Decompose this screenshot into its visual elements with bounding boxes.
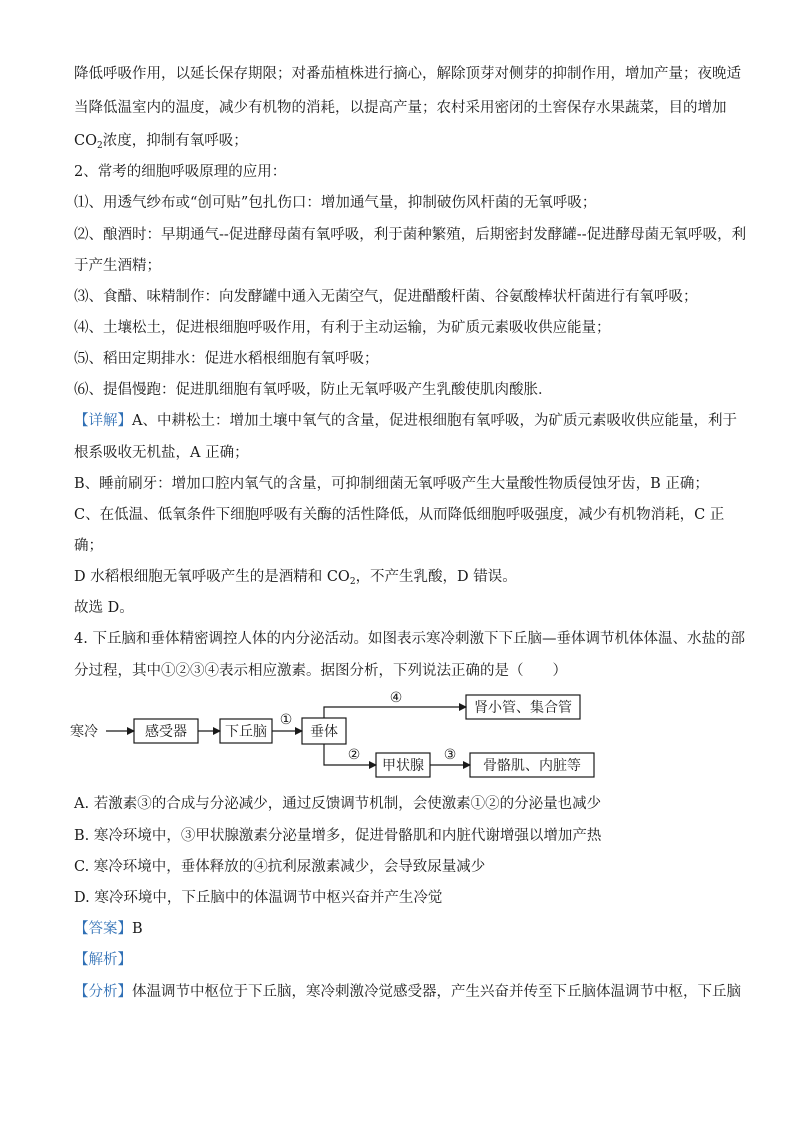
thyroid-label: 甲状腺 [382, 758, 424, 774]
option-b: B. 寒冷环境中，③甲状腺激素分泌量增多，促进骨骼肌和内脏代谢增强以增加产热 [74, 828, 602, 844]
fenxi-line: 【分析】体温调节中枢位于下丘脑，寒冷刺激冷觉感受器，产生兴奋并传至下丘脑体温调节中枢，下丘脑 [74, 984, 741, 1000]
cold-label: 寒冷 [70, 724, 98, 740]
receptor-label: 感受器 [145, 724, 187, 740]
text-line: 当降低温室内的温度，减少有机物的消耗，以提高产量；农村采用密闭的土窖保存水果蔬菜，目的增加 [74, 100, 727, 116]
marker-3: ③ [443, 747, 457, 763]
pituitary-label: 垂体 [310, 724, 338, 740]
marker-1: ① [279, 712, 293, 728]
list-item: ⑷、土壤松土，促进根细胞呼吸作用，有利于主动运输，为矿质元素吸收供应能量； [74, 320, 611, 336]
fenxi-tag: 【分析】 [74, 984, 132, 1000]
list-item: ⑶、食醋、味精制作：向发酵罐中通入无菌空气，促进醋酸杆菌、谷氨酸棒状杆菌进行有氧呼吸； [74, 289, 698, 305]
detail-line: 【详解】A、中耕松土：增加土壤中氧气的含量，促进根细胞有氧呼吸，为矿质元素吸收供应能量，利于 [74, 413, 737, 429]
detail-line: C、在低温、低氧条件下细胞呼吸有关酶的活性降低，从而降低细胞呼吸强度，减少有机物消耗，C 正 [74, 507, 725, 523]
list-item: ⑸、稻田定期排水：促进水稻根细胞有氧呼吸； [74, 351, 379, 367]
answer-tag: 【答案】 [74, 921, 132, 937]
option-d: D. 寒冷环境中，下丘脑中的体温调节中枢兴奋并产生冷觉 [74, 890, 443, 906]
choose-line: 故选 D。 [74, 600, 134, 616]
text-line: 降低呼吸作用，以延长保存期限；对番茄植株进行摘心，解除顶芽对侧芽的抑制作用，增加产量；夜晚适 [74, 66, 741, 82]
list-item: ⑴、用透气纱布或“创可贴”包扎伤口：增加通气量，抑制破伤风杆菌的无氧呼吸； [74, 195, 597, 211]
section-heading: 2、常考的细胞呼吸原理的应用： [74, 164, 287, 180]
question-stem: 分过程，其中①②③④表示相应激素。据图分析，下列说法正确的是（ ） [74, 663, 567, 679]
detail-line: B、睡前刷牙：增加口腔内氧气的含量，可抑制细菌无氧呼吸产生大量酸性物质侵蚀牙齿，B 正确； [74, 476, 709, 492]
kidney-label: 肾小管、集合管 [474, 700, 572, 716]
marker-4: ④ [389, 690, 403, 706]
marker-2: ② [347, 747, 361, 763]
arrow-pituitary-kidney [324, 707, 466, 718]
detail-tag: 【详解】 [74, 413, 132, 429]
option-c: C. 寒冷环境中，垂体释放的④抗利尿激素减少，会导致尿量减少 [74, 859, 486, 875]
analysis-heading: 【解析】 [74, 952, 132, 968]
detail-line: 根系吸收无机盐，A 正确； [74, 445, 249, 461]
answer-value: B [132, 921, 143, 937]
answer-line [74, 919, 143, 939]
hypothalamus-label: 下丘脑 [225, 724, 267, 740]
question-stem: 4. 下丘脑和垂体精密调控人体的内分泌活动。如图表示寒冷刺激下下丘脑—垂体调节机体体温、水盐的部 [74, 631, 745, 647]
detail-line: 确； [74, 538, 103, 554]
list-item: 于产生酒精； [74, 258, 161, 274]
list-item: ⑵、酿酒时：早期通气--促进酵母菌有氧呼吸，利于菌种繁殖，后期密封发酵罐--促进酵母菌无氧呼吸，利 [74, 227, 747, 243]
text-line: $CO_2$浓度，抑制有氧呼吸； [74, 133, 248, 151]
option-a: A. 若激素③的合成与分泌减少，通过反馈调节机制，会使激素①②的分泌量也减少 [74, 796, 602, 812]
list-item: ⑹、提倡慢跑：促进肌细胞有氧呼吸，防止无氧呼吸产生乳酸使肌肉酸胀． [74, 382, 553, 398]
regulation-diagram [66, 686, 606, 786]
detail-line: D 水稻根细胞无氧呼吸产生的是酒精和 $CO_2$，不产生乳酸，D 错误。 [74, 569, 517, 587]
muscle-label: 骨骼肌、内脏等 [483, 758, 581, 774]
